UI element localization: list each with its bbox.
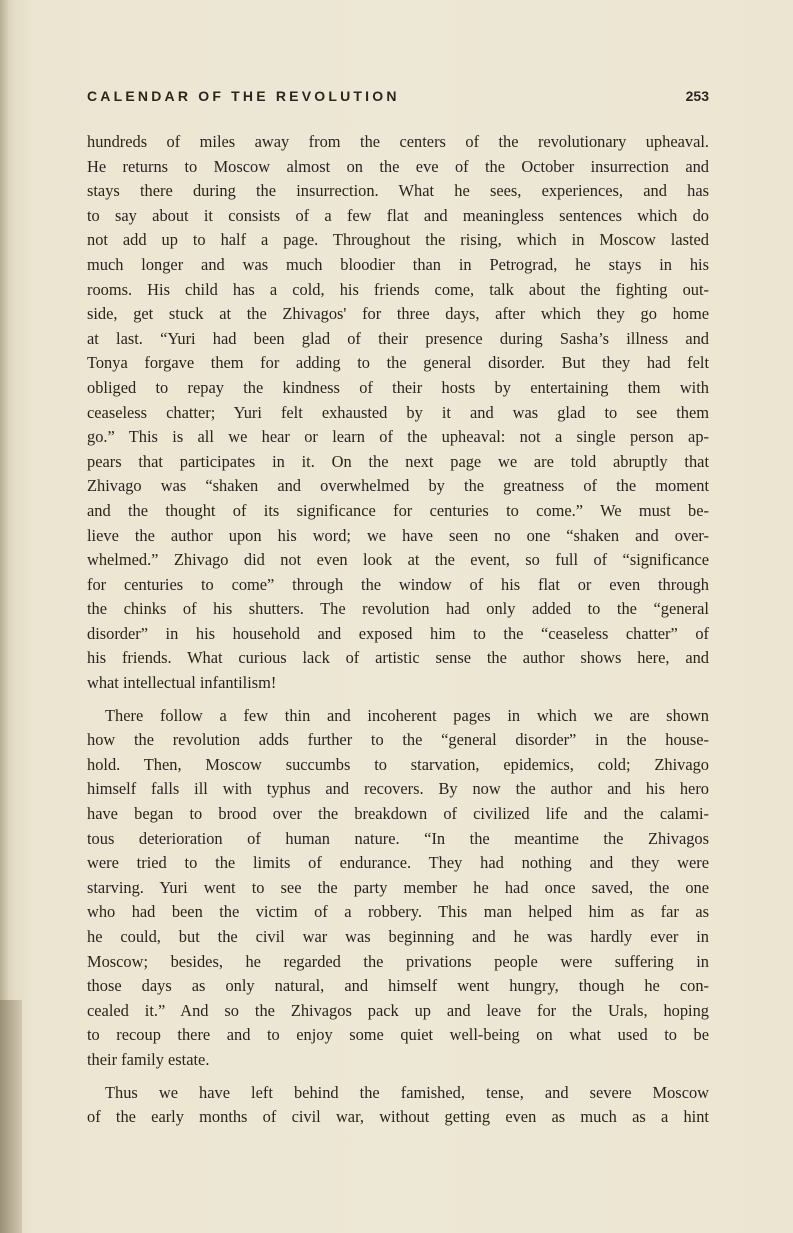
book-binding-shadow — [0, 1000, 22, 1233]
text-line: Thus we have left behind the famished, tense, and severe Moscow — [105, 1082, 709, 1102]
text-line: pears that participates in it. On the next page we are told abruptly that — [87, 451, 709, 471]
paragraph-3 — [87, 1081, 709, 1130]
text-line: to say about it consists of a few flat and meaningless sentences which do — [87, 205, 709, 225]
paragraph-2 — [87, 704, 709, 1073]
text-line: Moscow; besides, he regarded the privations people were suffering in — [87, 951, 709, 971]
text-line: not add up to half a page. Throughout the rising, which in Moscow lasted — [87, 230, 709, 250]
text-line: starving. Yuri went to see the party member he had once saved, the one — [87, 877, 709, 897]
text-line: how the revolution adds further to the “general disorder” in the house- — [87, 730, 709, 750]
text-line: There follow a few thin and incoherent pages in which we are shown — [105, 705, 709, 725]
text-line: hundreds of miles away from the centers of the revolutionary upheaval. — [87, 132, 709, 151]
text-line: he could, but the civil war was beginning and he was hardly ever in — [87, 927, 709, 946]
paragraph-gap — [87, 696, 709, 704]
text-line: his friends. What curious lack of artistic sense the author shows here, and — [87, 648, 709, 668]
text-line: disorder” in his household and exposed him to the “ceaseless chatter” of — [87, 623, 709, 643]
text-line: go.” This is all we hear or learn of the upheaval: not a single person ap- — [87, 427, 709, 447]
text-line: whelmed.” Zhivago did not even look at the event, so full of “significance — [87, 550, 709, 570]
text-line: lieve the author upon his word; we have seen no one “shaken and over- — [87, 525, 709, 545]
text-line: have began to brood over the breakdown of civilized life and the calami- — [87, 804, 709, 824]
text-line: ceaseless chatter; Yuri felt exhausted by it and was glad to see them — [87, 402, 709, 422]
text-line: were tried to the limits of endurance. They had nothing and they were — [87, 853, 709, 873]
text-line: hold. Then, Moscow succumbs to starvation, epidemics, cold; Zhivago — [87, 754, 709, 774]
text-line: Tonya forgave them for adding to the general disorder. But they had felt — [87, 353, 709, 373]
text-line: cealed it.” And so the Zhivagos pack up and leave for the Urals, hoping — [87, 1000, 709, 1020]
text-line: side, get stuck at the Zhivagos' for three days, after which they go home — [87, 304, 709, 324]
text-line: himself falls ill with typhus and recovers. By now the author and his hero — [87, 779, 709, 799]
text-line: the chinks of his shutters. The revolution had only added to the “general — [87, 599, 709, 619]
text-line: at last. “Yuri had been glad of their presence during Sasha’s illness and — [87, 328, 709, 348]
text-line: He returns to Moscow almost on the eve of the October insurrection and — [87, 156, 709, 176]
running-head: CALENDAR OF THE REVOLUTION — [87, 88, 400, 104]
text-line: their family estate. — [87, 1049, 210, 1069]
text-line: for centuries to come” through the window of his flat or even through — [87, 574, 709, 594]
text-line: stays there during the insurrection. What he sees, experiences, and has — [87, 181, 709, 201]
text-line: Zhivago was “shaken and overwhelmed by the greatness of the moment — [87, 476, 709, 496]
text-line: rooms. His child has a cold, his friends come, talk about the fighting out- — [87, 279, 709, 299]
text-line: of the early months of civil war, without getting even as much as a hint — [87, 1107, 709, 1127]
page-number: 253 — [685, 88, 709, 104]
text-line: obliged to repay the kindness of their hosts by entertaining them with — [87, 377, 709, 397]
body-text — [87, 130, 709, 1130]
paragraph-gap — [87, 1073, 709, 1081]
text-line: who had been the victim of a robbery. This man helped him as far as — [87, 902, 709, 922]
paragraph-1 — [87, 130, 709, 696]
text-line: much longer and was much bloodier than in Petrograd, he stays in his — [87, 254, 709, 274]
text-line: and the thought of its significance for centuries to come.” We must be- — [87, 500, 709, 520]
text-line: those days as only natural, and himself went hungry, though he con- — [87, 976, 709, 996]
text-line: what intellectual infantilism! — [87, 673, 277, 693]
text-line: to recoup there and to enjoy some quiet well-being on what used to be — [87, 1025, 709, 1045]
text-line: tous deterioration of human nature. “In the meantime the Zhivagos — [87, 828, 709, 848]
page-header — [87, 88, 709, 110]
